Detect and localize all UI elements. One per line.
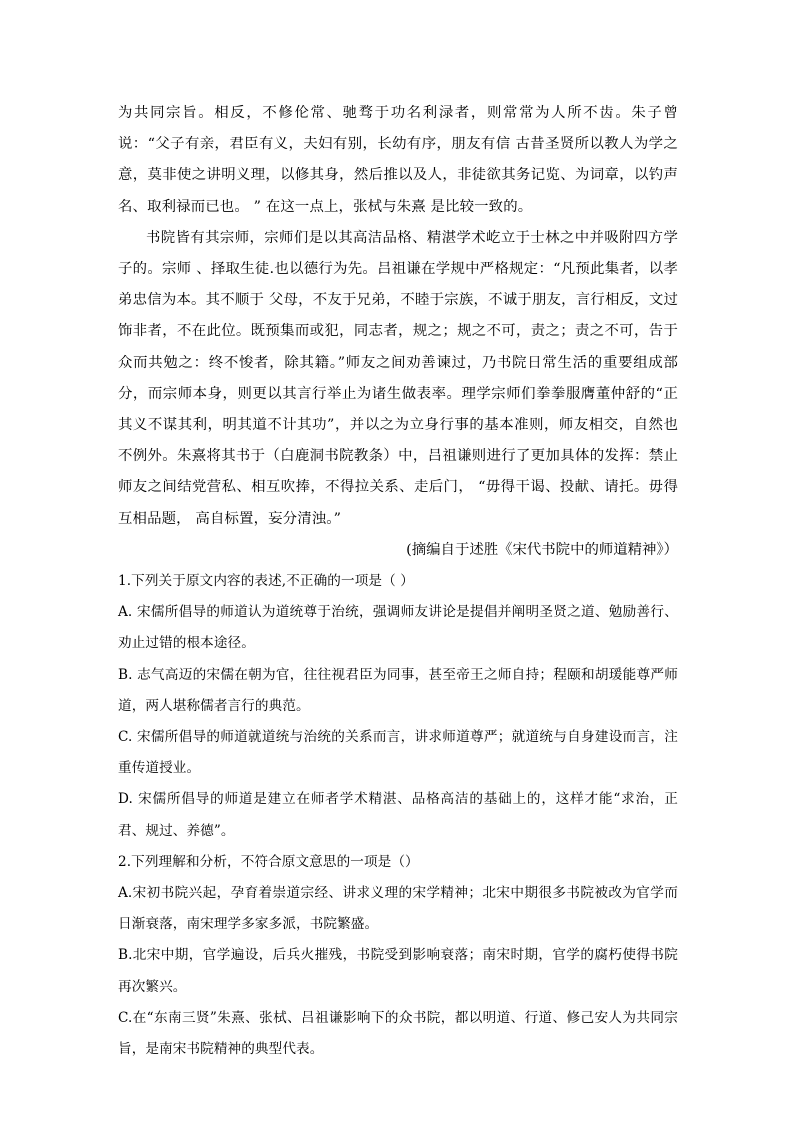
question-1-option-d: D. 宋儒所倡导的师道是建立在师者学术精湛、品格高洁的基础上的，这样才能“求治，正君、规过、养德”。 (118, 791, 678, 839)
passage-paragraph-2: 书院皆有其宗师，宗师们是以其高洁品格、精湛学术屹立于士林之中并吸附四方学子的。宗师 、择取生徒.也以德行为先。吕祖谦在学规中严格规定：“凡预此集者，以孝弟忠信为本。其不顺于 父母，不友于兄弟，不睦于宗族，不诚于朋友，言行相反，文过饰非者，不在此位。既预集而或犯，同志者，规之；规之不可，责之；责之不可，告于众而共勉之：终不悛者，除其籍。”师友之间劝善谏过，乃书院日常生活的重要组成部分，而宗师本身，则更以其言行举止为诸生做表率。理学宗师们拳拳服膺董仲舒的“正其义不谋其利，明其道不计其功”，并以之为立身行事的基本准则，师友相交，自然也不例外。朱熹将其书于（白鹿洞书院教条）中，吕祖谦则进行了更加具体的发挥：禁止师友之间结党营私、相互吹捧，不得拉关系、走后门， “毋得干谒、投献、请托。毋得互相品题， 高自标置，妄分清浊。” (118, 229, 678, 527)
question-2 (118, 847, 678, 1065)
question-2-stem: 2.下列理解和分析，不符合原文意思的一项是（） (118, 853, 419, 870)
question-1 (118, 566, 678, 847)
question-1-stem: 1.下列关于原文内容的表述,不正确的一项是（ ） (118, 573, 414, 590)
document-page (118, 98, 678, 1065)
passage-paragraph-1: 为共同宗旨。相反，不修伦常、驰骛于功名利渌者，则常常为人所不齿。朱子曾说：“父子有亲，君臣有义，夫妇有别，长幼有序，朋友有信 古昔圣贤所以教人为学之意，莫非使之讲明义理，以修其身，然后推以及人，非徒欲其务记览、为词章，以钓声名、取利禄而已也。 ” 在这一点上，张栻与朱熹 是比较一致的。 (118, 105, 678, 215)
question-2-option-b: B.北宋中期，官学遍设，后兵火摧残，书院受到影响衰落；南宋时期，官学的腐朽使得书院再次繁兴。 (118, 947, 678, 995)
question-2-option-c: C.在“东南三贤”朱熹、张栻、吕祖谦影响下的众书院，都以明道、行道、修己安人为共同宗旨，是南宋书院精神的典型代表。 (118, 1009, 678, 1058)
question-1-option-c: C. 宋儒所倡导的师道就道统与治统的关系而言，讲求师道尊严；就道统与自身建设而言，注重传道授业。 (118, 729, 678, 777)
passage-source: (摘编自于述胜《宋代书院中的师道精神》） (406, 541, 678, 558)
question-1-option-a: A. 宋儒所倡导的师道认为道统尊于治统，强调师友讲论是提倡并阐明圣贤之道、勉励善行、劝止过错的根本途径。 (118, 604, 678, 652)
question-1-option-b: B. 志气高迈的宋儒在朝为官，往往视君臣为同事，甚至帝王之师自持；程颐和胡瑗能尊严师道，两人堪称儒者言行的典范。 (118, 666, 678, 714)
question-2-option-a: A.宋初书院兴起，孕育着崇道宗经、讲求义理的宋学精神；北宋中期很多书院被改为官学而日渐衰落，南宋理学多家多派，书院繁盛。 (118, 885, 678, 933)
